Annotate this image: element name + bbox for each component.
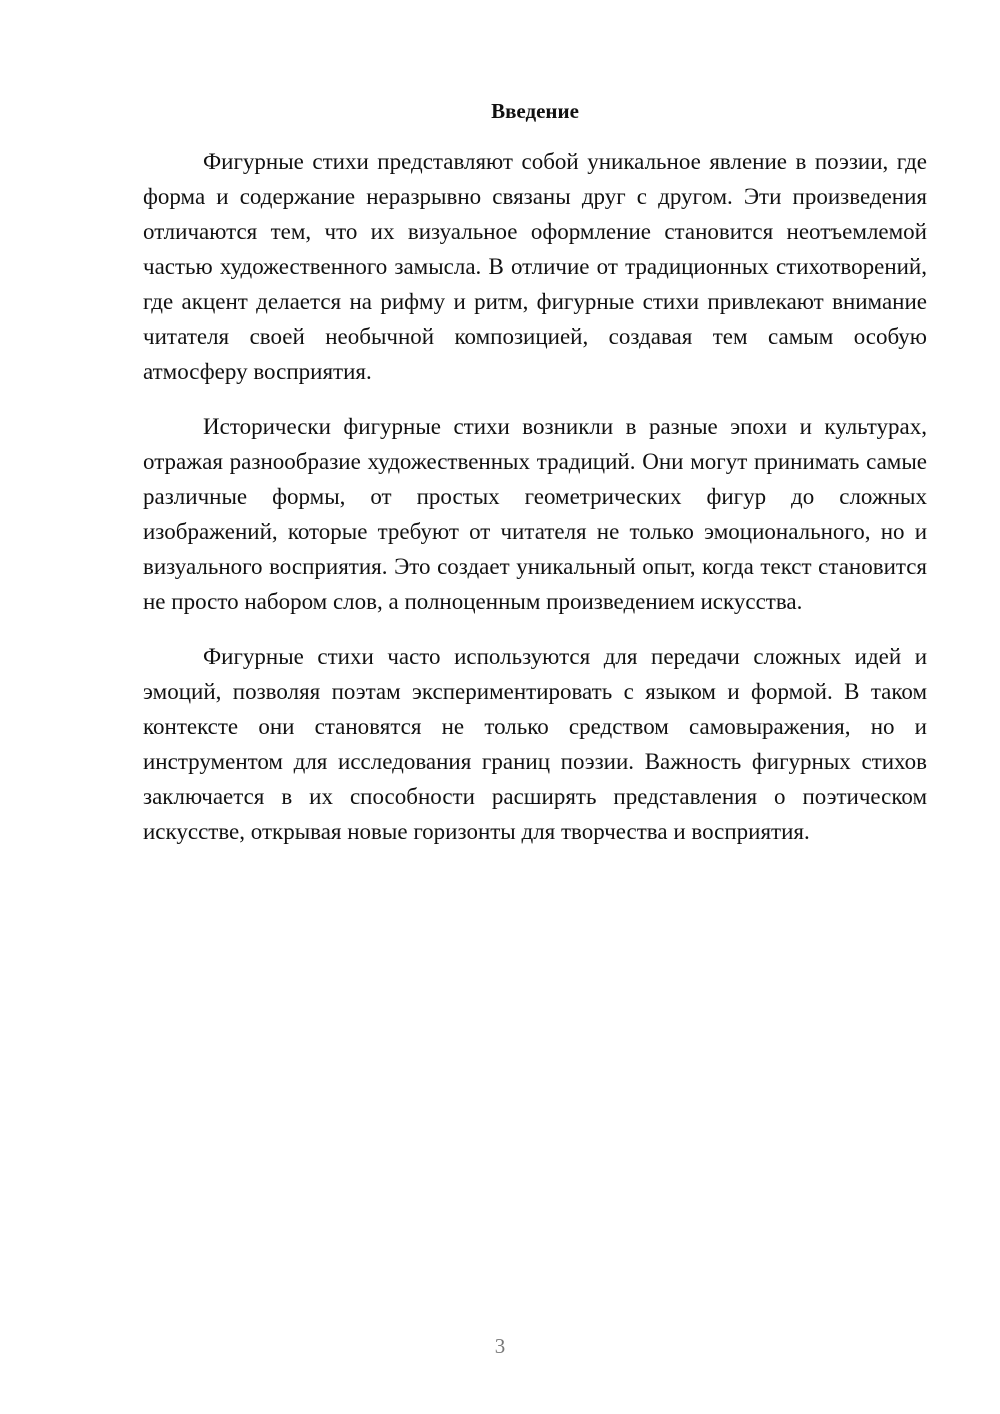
paragraph: Фигурные стихи представляют собой уникальное явление в поэзии, где форма и содержание неразрывно связаны друг с другом. Эти произведения отличаются тем, что их визуальное оформление становится неотъемлемой частью художественного замысла. В отличие от традиционных стихотворений, где акцент делается на рифму и ритм, фигурные стихи привлекают внимание читателя своей необычной композицией, создавая тем самым особую атмосферу восприятия. bbox=[143, 149, 927, 384]
paragraph: Фигурные стихи часто используются для передачи сложных идей и эмоций, позволяя поэтам экспериментировать с языком и формой. В таком контексте они становятся не только средством самовыражения, но и инструментом для исследования границ поэзии. Важность фигурных стихов заключается в их способности расширять представления о поэтическом искусстве, открывая новые горизонты для творчества и восприятия. bbox=[143, 644, 927, 844]
page-number: 3 bbox=[494, 1334, 506, 1358]
section-heading: Введение bbox=[491, 99, 579, 123]
body-text bbox=[143, 144, 927, 869]
paragraph: Исторически фигурные стихи возникли в разные эпохи и культурах, отражая разнообразие художественных традиций. Они могут принимать самые различные формы, от простых геометрических фигур до сложных изображений, которые требуют от читателя не только эмоционального, но и визуального восприятия. Это создает уникальный опыт, когда текст становится не просто набором слов, а полноценным произведением искусства. bbox=[143, 414, 927, 614]
